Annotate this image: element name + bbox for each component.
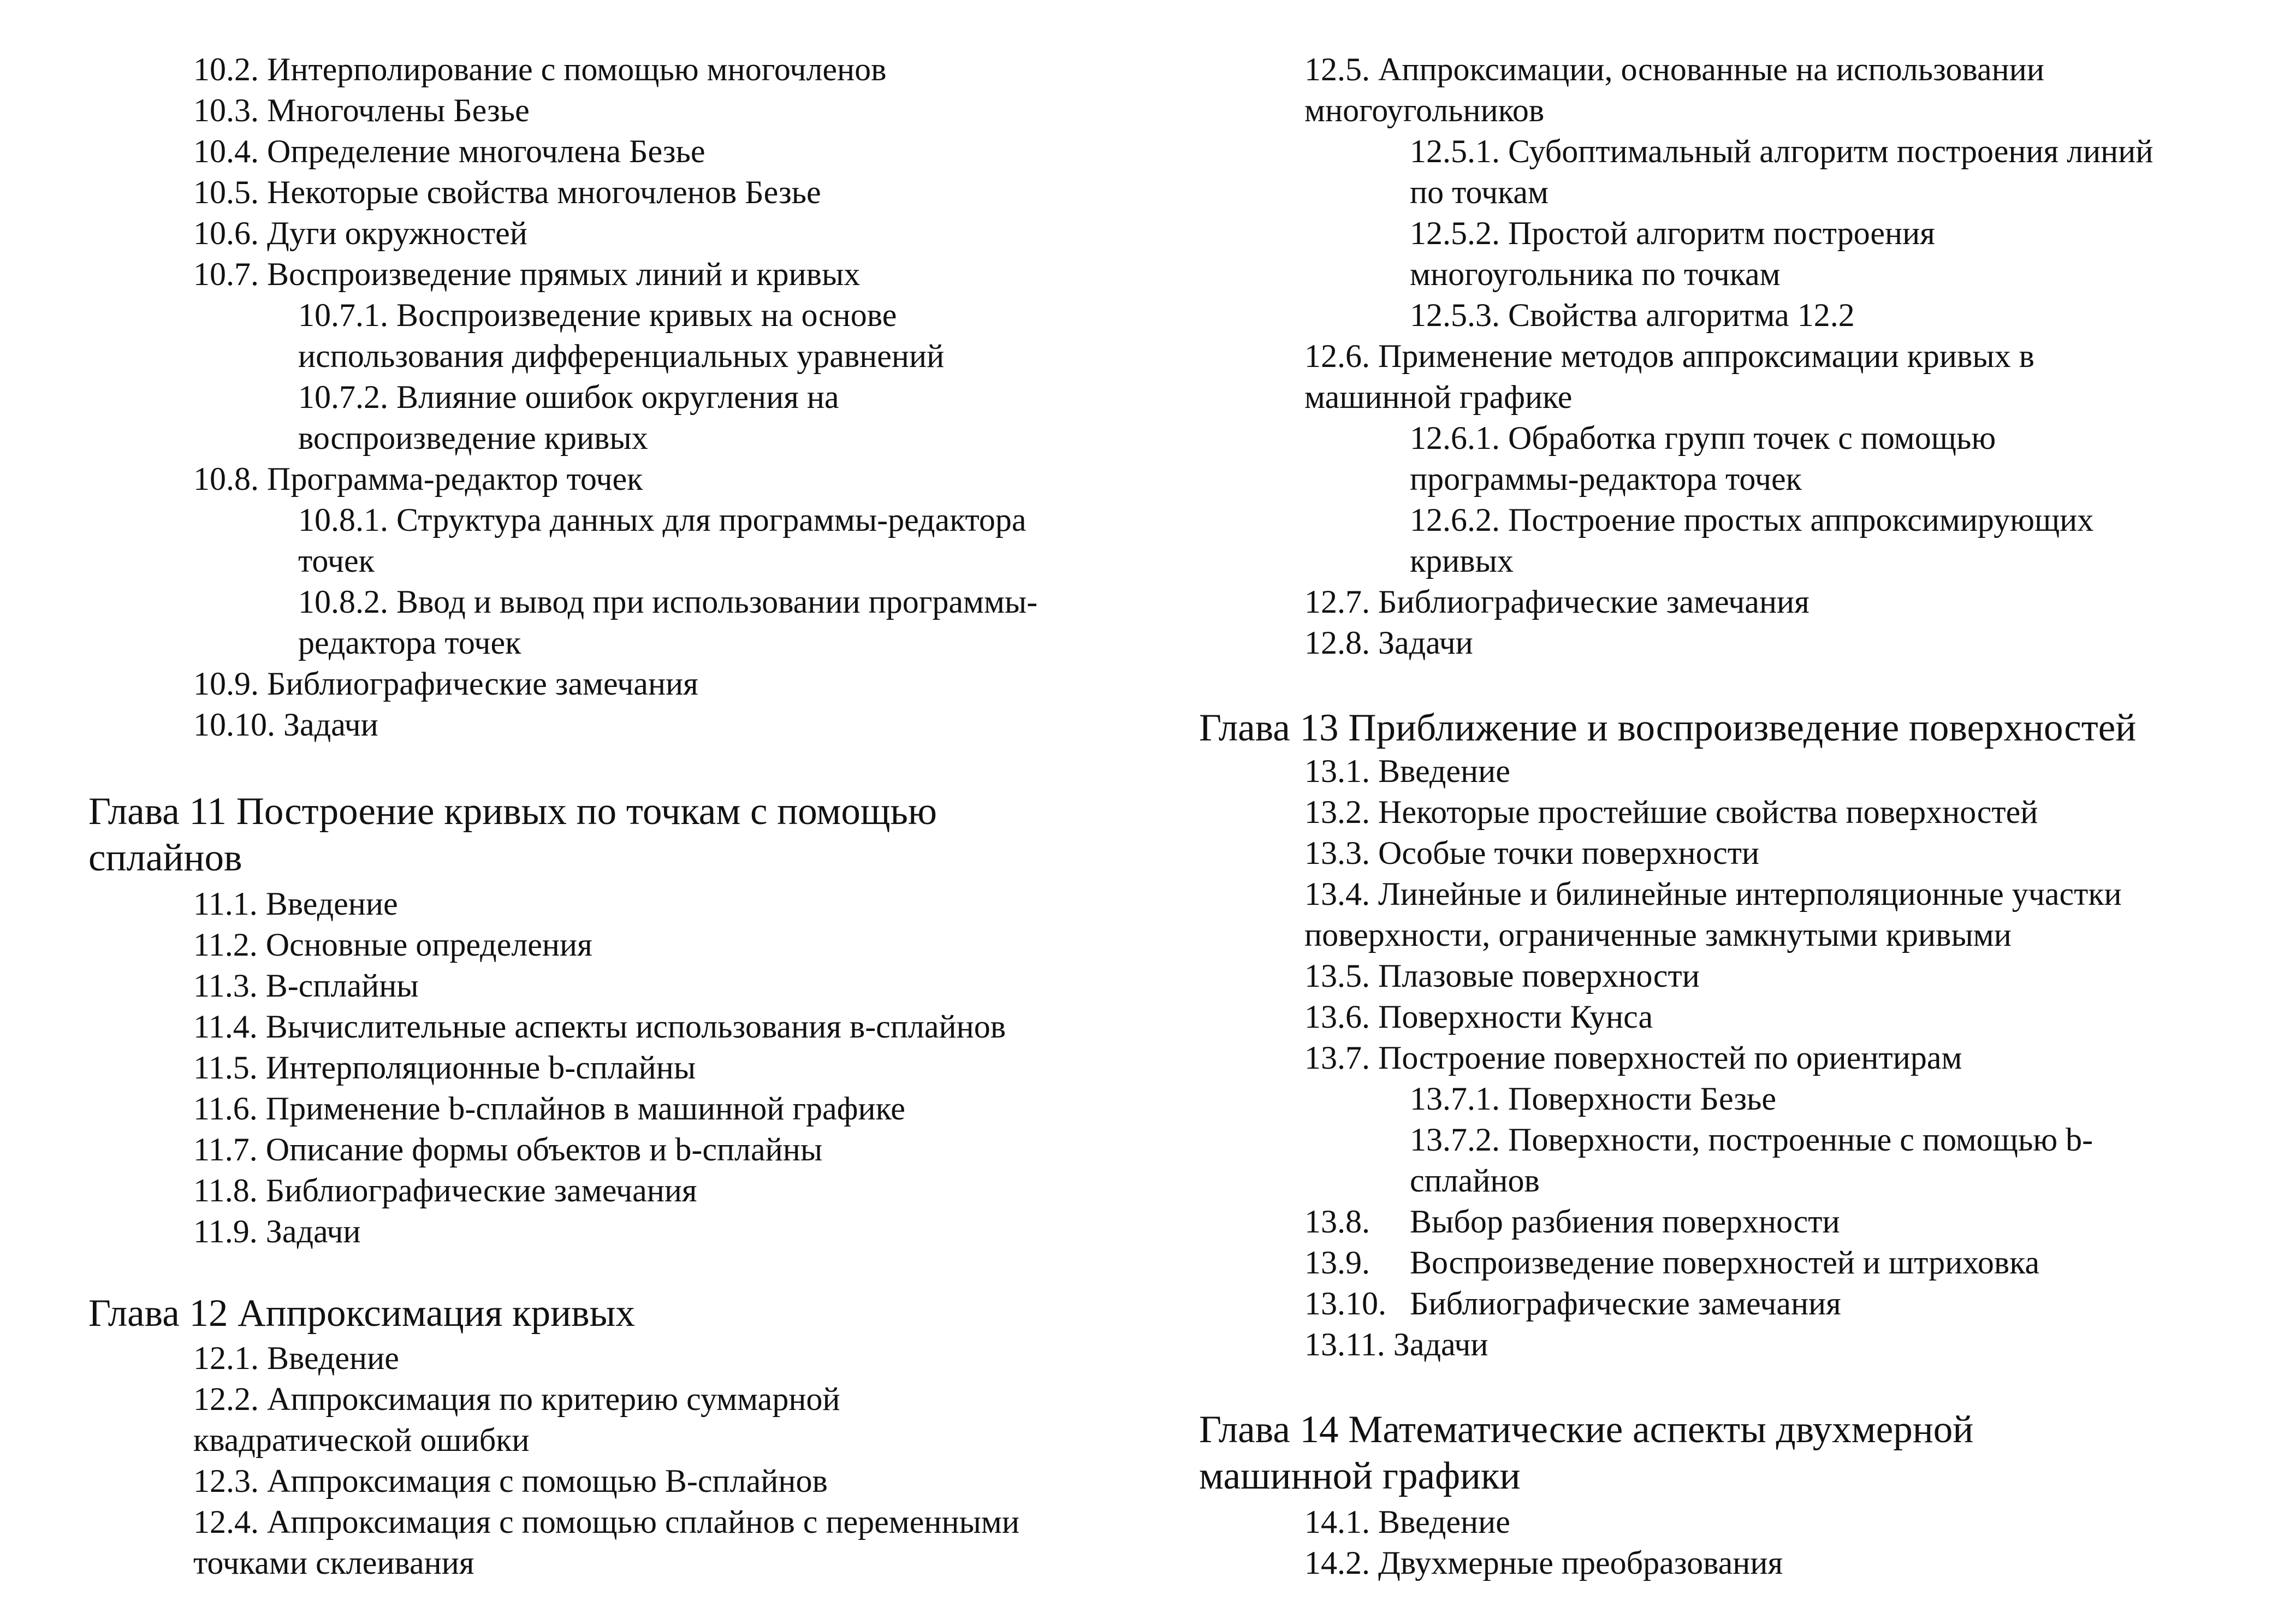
- toc-entry-13-4: 13.4. Линейные и билинейные интерполяционные участки: [1304, 876, 2122, 912]
- toc-entry-13-7: 13.7. Построение поверхностей по ориентирам: [1304, 1040, 1962, 1076]
- toc-entry-10-8: 10.8. Программа-редактор точек: [193, 461, 643, 497]
- toc-entry-11-7: 11.7. Описание формы объектов и b-сплайны: [193, 1131, 823, 1167]
- toc-entry-13-7-2: 13.7.2. Поверхности, построенные с помощью b-: [1410, 1122, 2093, 1158]
- chapter-11-title-cont: сплайнов: [88, 837, 242, 879]
- toc-entry-13-10: [1304, 1283, 1841, 1324]
- toc-entry-12-4: 12.4. Аппроксимация с помощью сплайнов с переменными: [193, 1504, 1019, 1540]
- toc-entry-11-5: 11.5. Интерполяционные b-сплайны: [193, 1050, 696, 1086]
- toc-entry-10-7: 10.7. Воспроизведение прямых линий и кривых: [193, 256, 861, 292]
- toc-entry-10-8-2-cont: редактора точек: [298, 625, 521, 661]
- toc-entry-14-2: 14.2. Двухмерные преобразования: [1304, 1545, 1783, 1581]
- toc-entry-12-5-1: 12.5.1. Субоптимальный алгоритм построения линий: [1410, 133, 2153, 169]
- toc-entry-13-8: [1304, 1201, 1840, 1242]
- toc-entry-11-4: 11.4. Вычислительные аспекты использования в-сплайнов: [193, 1009, 1006, 1045]
- toc-entry-12-7: 12.7. Библиографические замечания: [1304, 584, 1809, 620]
- toc-entry-13-5: 13.5. Плазовые поверхности: [1304, 958, 1700, 994]
- toc-entry-12-4-cont: точками склеивания: [193, 1545, 474, 1581]
- toc-entry-10-4: 10.4. Определение многочлена Безье: [193, 133, 705, 169]
- toc-entry-13-9-text: Воспроизведение поверхностей и штриховка: [1410, 1244, 2040, 1281]
- toc-entry-10-7-2: 10.7.2. Влияние ошибок округления на: [298, 379, 839, 415]
- toc-entry-11-6: 11.6. Применение b-сплайнов в машинной графике: [193, 1090, 905, 1127]
- toc-entry-12-8: 12.8. Задачи: [1304, 625, 1473, 661]
- toc-entry-12-5-3: 12.5.3. Свойства алгоритма 12.2: [1410, 297, 1855, 333]
- toc-entry-14-1: 14.1. Введение: [1304, 1504, 1510, 1540]
- toc-entry-13-2: 13.2. Некоторые простейшие свойства поверхностей: [1304, 794, 2038, 830]
- toc-entry-10-10: 10.10. Задачи: [193, 707, 378, 743]
- toc-entry-12-1: 12.1. Введение: [193, 1340, 399, 1376]
- toc-entry-12-3: 12.3. Аппроксимация с помощью В-сплайнов: [193, 1463, 828, 1499]
- chapter-14-title: Глава 14 Математические аспекты двухмерной: [1199, 1408, 1974, 1451]
- toc-entry-13-9-number: 13.9.: [1304, 1244, 1370, 1281]
- toc-entry-12-5-1-cont: по точкам: [1410, 174, 1549, 210]
- toc-entry-12-6: 12.6. Применение методов аппроксимации кривых в: [1304, 338, 2034, 374]
- toc-entry-13-8-number: 13.8.: [1304, 1204, 1370, 1240]
- toc-entry-11-2: 11.2. Основные определения: [193, 927, 592, 963]
- toc-entry-10-7-1-cont: использования дифференциальных уравнений: [298, 338, 945, 374]
- toc-entry-12-2-cont: квадратической ошибки: [193, 1422, 530, 1458]
- toc-entry-13-8-text: Выбор разбиения поверхности: [1410, 1204, 1840, 1240]
- toc-entry-10-7-1: 10.7.1. Воспроизведение кривых на основе: [298, 297, 897, 333]
- toc-entry-12-6-1: 12.6.1. Обработка групп точек с помощью: [1410, 420, 1996, 456]
- toc-entry-11-9: 11.9. Задачи: [193, 1213, 361, 1249]
- toc-entry-13-7-1: 13.7.1. Поверхности Безье: [1410, 1081, 1777, 1117]
- chapter-13-title: Глава 13 Приближение и воспроизведение поверхностей: [1199, 707, 2137, 749]
- toc-entry-10-3: 10.3. Многочлены Безье: [193, 92, 530, 128]
- chapter-11-title: Глава 11 Построение кривых по точкам с помощью: [88, 790, 937, 833]
- toc-entry-13-6: 13.6. Поверхности Кунса: [1304, 999, 1653, 1035]
- chapter-14-title-cont: машинной графики: [1199, 1455, 1521, 1497]
- toc-entry-10-9: 10.9. Библиографические замечания: [193, 666, 698, 702]
- toc-entry-13-1: 13.1. Введение: [1304, 753, 1510, 789]
- toc-entry-12-5-2-cont: многоугольника по точкам: [1410, 256, 1781, 292]
- toc-entry-10-6: 10.6. Дуги окружностей: [193, 215, 527, 251]
- chapter-12-title: Глава 12 Аппроксимация кривых: [88, 1292, 635, 1335]
- toc-entry-12-6-1-cont: программы-редактора точек: [1410, 461, 1802, 497]
- toc-entry-10-7-2-cont: воспроизведение кривых: [298, 420, 648, 456]
- toc-entry-10-8-2: 10.8.2. Ввод и вывод при использовании программы-: [298, 584, 1038, 620]
- toc-entry-10-2: 10.2. Интерполирование с помощью многочленов: [193, 51, 887, 87]
- toc-entry-13-3: 13.3. Особые точки поверхности: [1304, 835, 1760, 871]
- toc-entry-13-10-number: 13.10.: [1304, 1285, 1386, 1321]
- toc-entry-12-6-cont: машинной графике: [1304, 379, 1573, 415]
- toc-entry-13-4-cont: поверхности, ограниченные замкнутыми кривыми: [1304, 917, 2012, 953]
- toc-entry-13-10-text: Библиографические замечания: [1410, 1285, 1841, 1321]
- toc-entry-10-5: 10.5. Некоторые свойства многочленов Безье: [193, 174, 821, 210]
- toc-entry-12-5: 12.5. Аппроксимации, основанные на использовании: [1304, 51, 2044, 87]
- toc-entry-11-8: 11.8. Библиографические замечания: [193, 1172, 697, 1208]
- toc-entry-10-8-1-cont: точек: [298, 543, 375, 579]
- toc-entry-10-8-1: 10.8.1. Структура данных для программы-редактора: [298, 502, 1027, 538]
- toc-entry-12-5-2: 12.5.2. Простой алгоритм построения: [1410, 215, 1935, 251]
- toc-entry-13-7-2-cont: сплайнов: [1410, 1163, 1540, 1199]
- toc-entry-12-6-2: 12.6.2. Построение простых аппроксимирующих: [1410, 502, 2094, 538]
- toc-entry-13-11: 13.11. Задачи: [1304, 1326, 1488, 1362]
- toc-entry-11-3: 11.3. В-сплайны: [193, 968, 419, 1004]
- toc-entry-12-6-2-cont: кривых: [1410, 543, 1514, 579]
- toc-entry-12-5-cont: многоугольников: [1304, 92, 1545, 128]
- toc-entry-11-1: 11.1. Введение: [193, 886, 398, 922]
- toc-entry-13-9: [1304, 1242, 2039, 1283]
- toc-entry-12-2: 12.2. Аппроксимация по критерию суммарной: [193, 1381, 840, 1417]
